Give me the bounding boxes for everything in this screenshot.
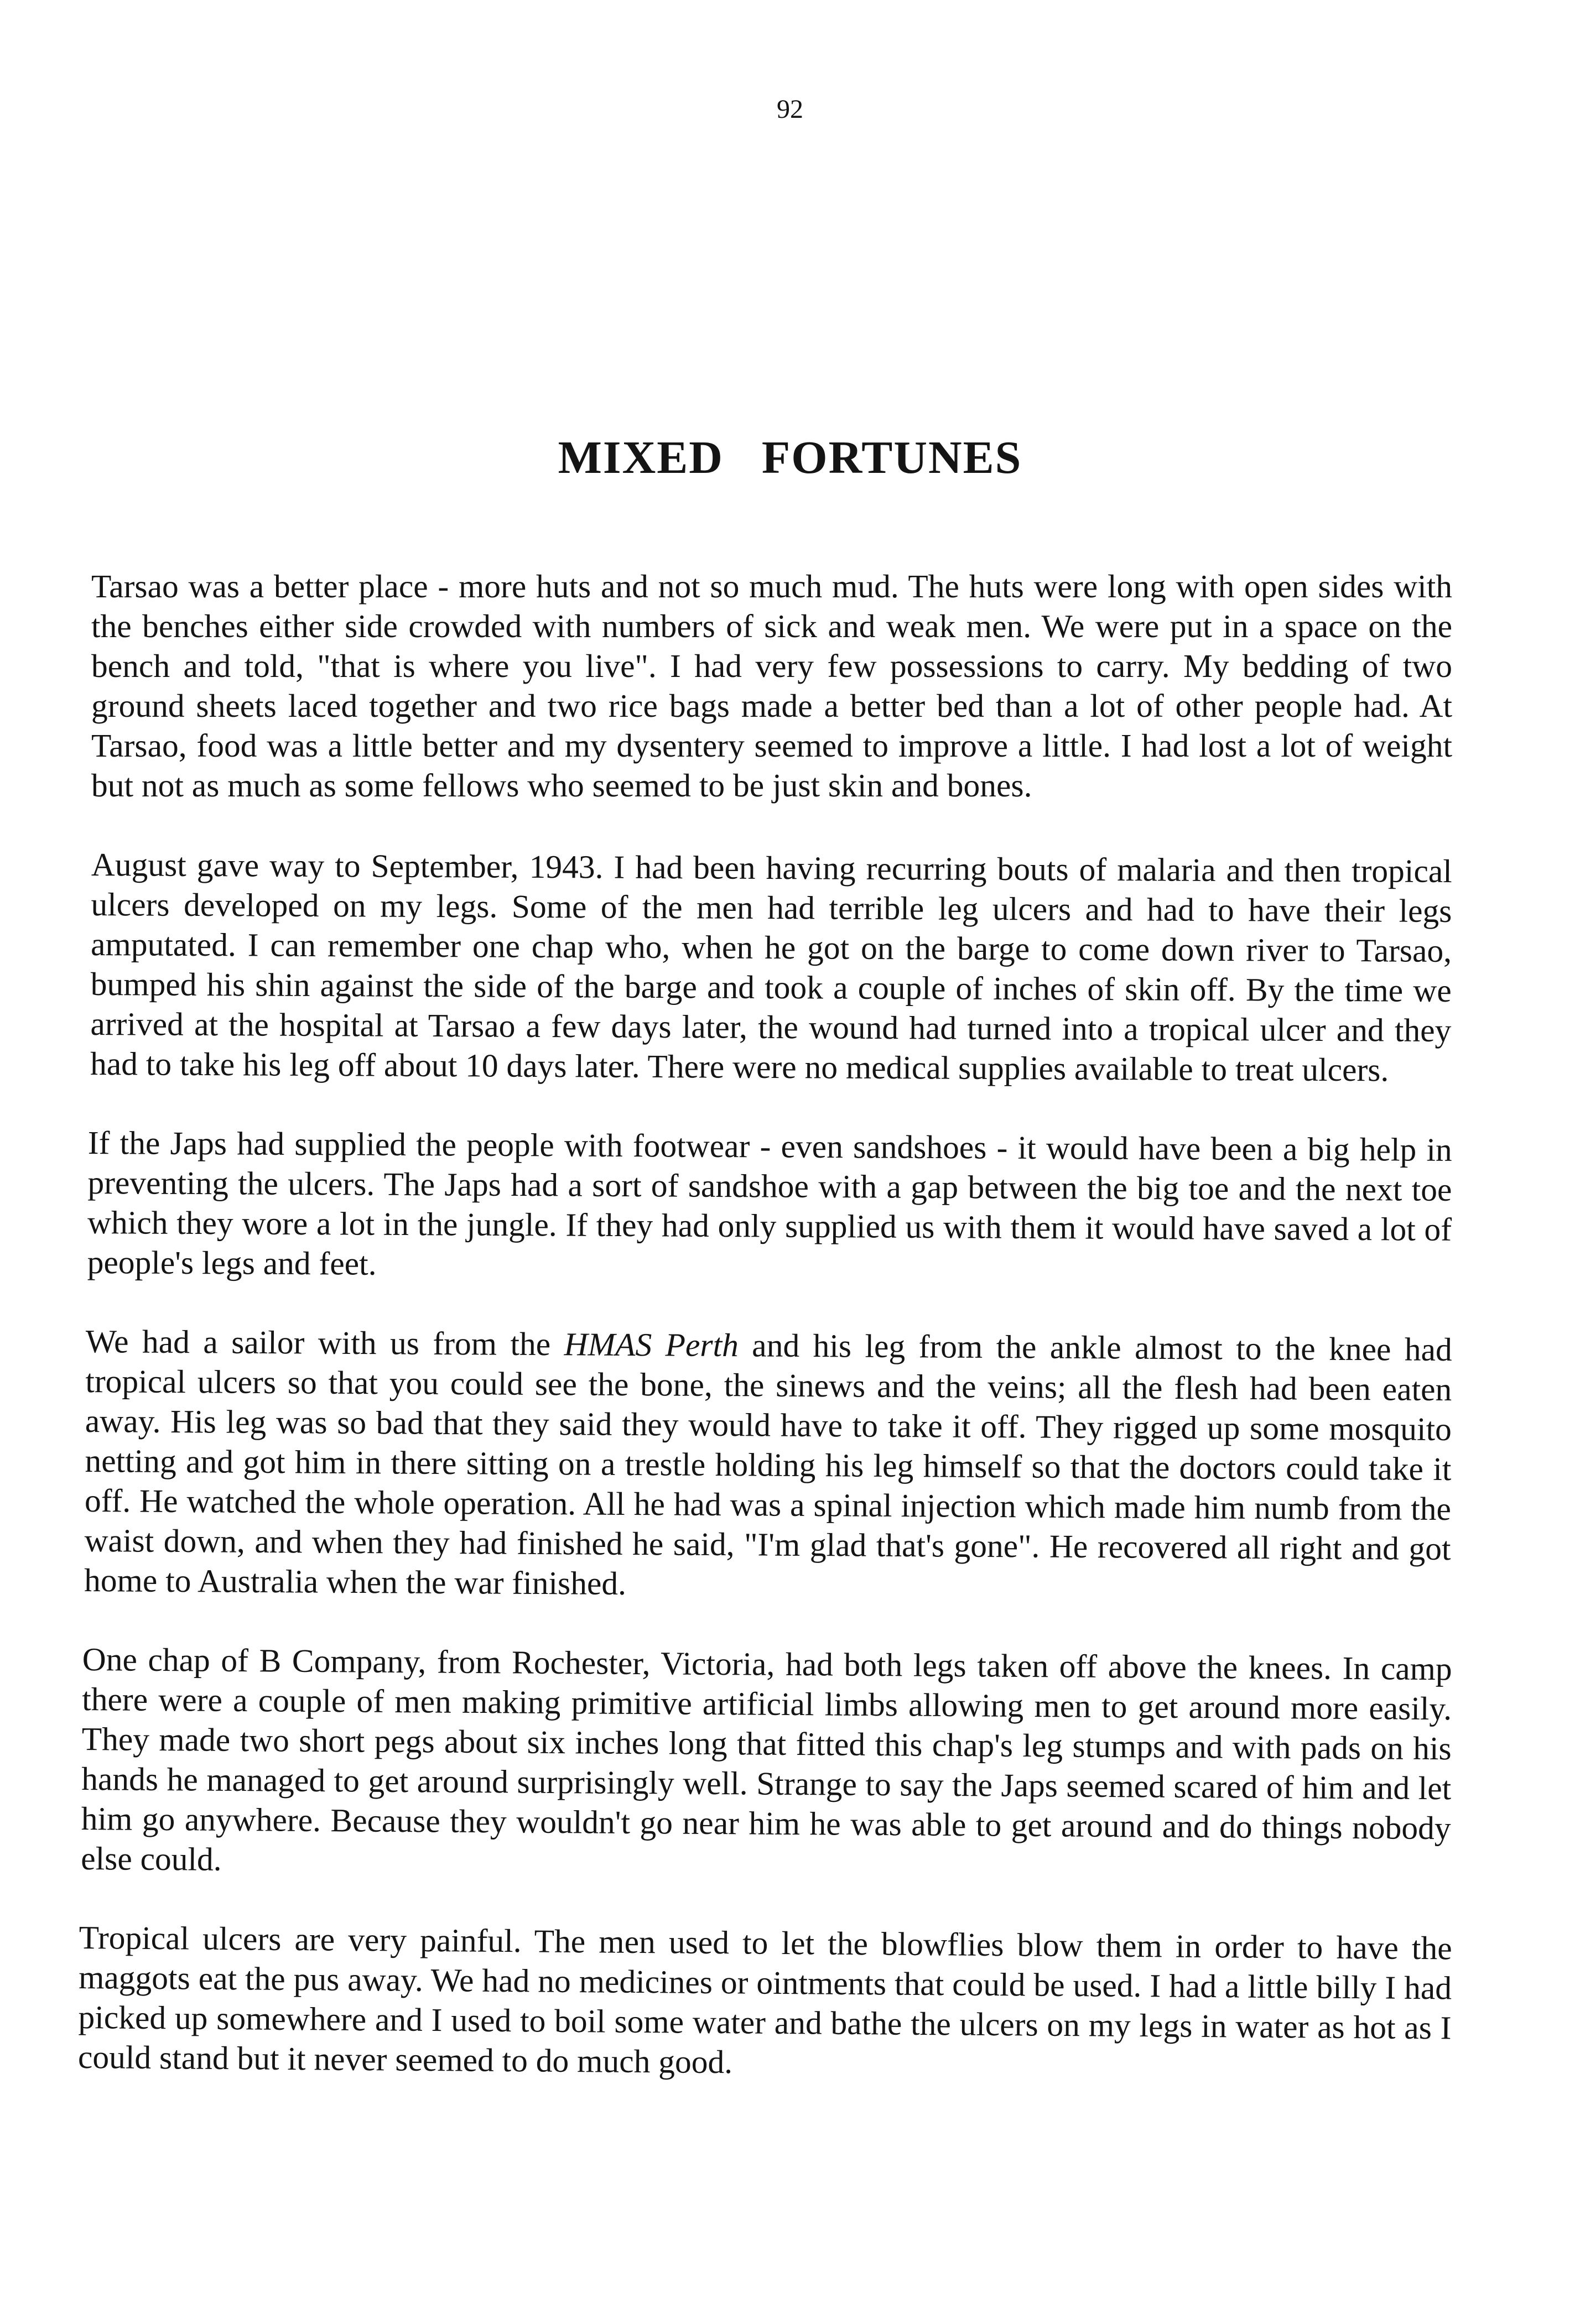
paragraph: One chap of B Company, from Rochester, Victoria, had both legs taken off above the knees. In camp there were a couple of men making primitive artificial limbs allowing men to get around more easily. They made two short pegs about six inches long that fitted this chap's leg stumps and with pads on his hands he managed to get around surprisingly well. Strange to say the Japs seemed scared of him and let him go anywhere. Because they wouldn't go near him he was able to get around and do things nobody else could. xyxy=(81,1641,1452,1878)
paragraph-text: We had a sailor with us from the xyxy=(85,1323,564,1363)
paragraph: Tarsao was a better place - more huts and not so much mud. The huts were long with open sides with the benches either side crowded with numbers of sick and weak men. We were put in a space on the bench and told, "that is where you live". I had very few possessions to carry. My bedding of two ground sheets laced together and two rice bags made a better bed than a lot of other people had. At Tarsao, food was a little better and my dysentery seemed to improve a little. I had lost a lot of weight but not as much as some fellows who seemed to be just skin and bones. xyxy=(91,568,1452,804)
body-text xyxy=(77,566,1452,2116)
paragraph: August gave way to September, 1943. I had been having recurring bouts of malaria and then tropical ulcers developed on my legs. Some of the men had terrible leg ulcers and had to have their legs amputated. I can remember one chap who, when he got on the barge to come down river to Tarsao, bumped his shin against the side of the barge and took a couple of inches of skin off. By the time we arrived at the hospital at Tarsao a few days later, the wound had turned into a tropical ulcer and they had to take his leg off about 10 days later. There were no medical supplies available to treat ulcers. xyxy=(90,846,1452,1088)
page-number: 92 xyxy=(777,95,803,124)
paragraph: If the Japs had supplied the people with footwear - even sandshoes - it would have been a big help in preventing the ulcers. The Japs had a sort of sandshoe with a gap between the big toe and the next toe which they wore a lot in the jungle. If they had only supplied us with them it would have saved a lot of people's legs and feet. xyxy=(87,1124,1452,1282)
ship-name: HMAS Perth xyxy=(564,1326,739,1364)
paragraph xyxy=(84,1321,1452,1608)
paragraph-text: and his leg from the ankle almost to the knee had tropical ulcers so that you could see the bone, the sinews and the veins; all the flesh had been eaten away. His leg was so bad that they said they would have to take it off. They rigged up some mosquito netting and got him in there sitting on a trestle holding his leg himself so that the doctors could take it off. He watched the whole operation. All he had was a spinal injection which made him numb from the waist down, and when they had finished he said, "I'm glad that's gone". He recovered all right and got home to Australia when the war finished. xyxy=(84,1327,1452,1602)
chapter-title: MIXED FORTUNES xyxy=(558,432,1022,484)
paragraph: Tropical ulcers are very painful. The men used to let the blowflies blow them in order to have the maggots eat the pus away. We had no medicines or ointments that could be used. I had a little billy I had picked up somewhere and I used to boil some water and bathe the ulcers on my legs in water as hot as I could stand but it never seemed to do much good. xyxy=(77,1919,1452,2081)
